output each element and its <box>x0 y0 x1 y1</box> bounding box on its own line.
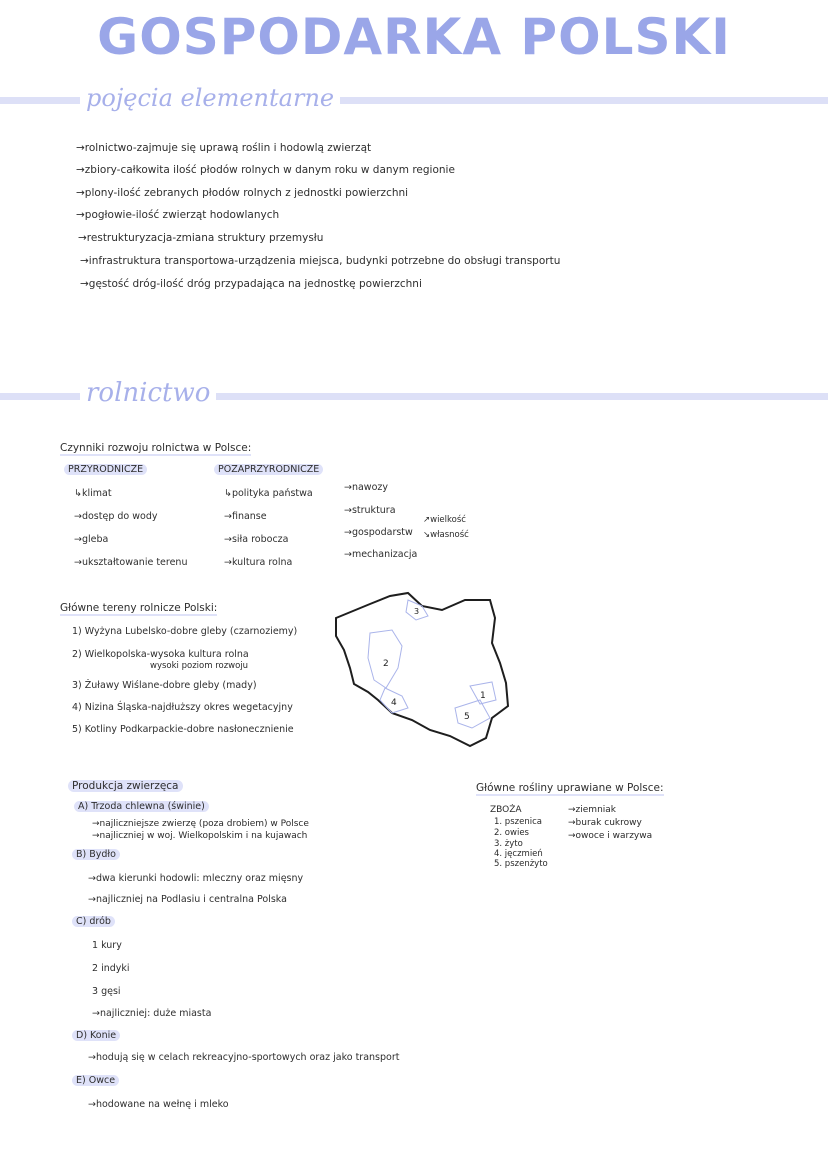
list-item: →infrastruktura transportowa-urządzenia miejsca, budynki potrzebne do obsługi transportu <box>80 255 561 267</box>
regions-heading: Główne tereny rolnicze Polski: <box>60 602 218 614</box>
list-item: →kultura rolna <box>224 557 293 568</box>
list-item: →nawozy <box>344 482 388 493</box>
animals-b-heading: B) Bydło <box>72 849 120 860</box>
map-label-5: 5 <box>464 712 470 722</box>
list-item: →ukształtowanie terenu <box>74 557 188 568</box>
page-title: GOSPODARKA POLSKI <box>97 8 731 66</box>
list-item: →rolnictwo-zajmuje się uprawą roślin i hodowlą zwierząt <box>76 142 372 154</box>
list-item: 4) Nizina Śląska-najdłuższy okres wegetacyjny <box>72 702 293 713</box>
list-item: ↳polityka państwa <box>224 488 313 499</box>
list-item: →zbiory-całkowita ilość płodów rolnych w danym roku w danym regionie <box>76 164 455 176</box>
list-item: →finanse <box>224 511 267 522</box>
list-item: →dostęp do wody <box>74 511 158 522</box>
map-label-3: 3 <box>414 607 420 616</box>
list-item: 4. jęczmień <box>494 849 543 859</box>
natural-heading: PRZYRODNICZE <box>64 464 147 475</box>
animals-e-heading: E) Owce <box>72 1075 119 1086</box>
list-item: 1 kury <box>92 940 122 951</box>
list-item: →gleba <box>74 534 109 545</box>
list-item: →siła robocza <box>224 534 289 545</box>
list-item: ↗wielkość <box>423 515 466 525</box>
list-item: →mechanizacja <box>344 549 418 560</box>
animals-heading: Produkcja zwierzęca <box>68 780 183 792</box>
list-item: 5) Kotliny Podkarpackie-dobre nasłonecznienie <box>72 724 294 735</box>
poland-outline <box>336 593 508 746</box>
list-item: →gospodarstw <box>344 527 413 538</box>
list-item: →hodowane na wełnę i mleko <box>88 1099 229 1110</box>
list-item: →hodują się w celach rekreacyjno-sportowych oraz jako transport <box>88 1052 400 1063</box>
animals-a-heading: A) Trzoda chlewna (świnie) <box>74 801 209 812</box>
list-item: →burak cukrowy <box>568 818 642 828</box>
list-item: →najliczniej: duże miasta <box>92 1008 212 1019</box>
map-label-1: 1 <box>480 691 486 701</box>
list-item: →ziemniak <box>568 805 617 815</box>
section-title-agriculture: rolnictwo <box>80 378 216 408</box>
list-item: ↳klimat <box>74 488 112 499</box>
map-label-4: 4 <box>391 698 397 708</box>
list-item: 2. owies <box>494 828 529 838</box>
list-item: →najliczniejsze zwierzę (poza drobiem) w Polsce <box>92 819 309 829</box>
section-title-concepts: pojęcia elementarne <box>80 84 340 112</box>
list-item: 1. pszenica <box>494 817 542 827</box>
list-item: →plony-ilość zebranych płodów rolnych z jednostki powierzchni <box>76 187 409 199</box>
list-item: →pogłowie-ilość zwierząt hodowlanych <box>76 209 280 221</box>
list-item: →dwa kierunki hodowli: mleczny oraz mięsny <box>88 873 304 884</box>
list-item: 2) Wielkopolska-wysoka kultura rolna <box>72 649 249 660</box>
list-item: →restrukturyzacja-zmiana struktury przemysłu <box>78 232 324 244</box>
poland-map <box>330 588 515 753</box>
list-item: 3 gęsi <box>92 986 121 997</box>
list-item: wysoki poziom rozwoju <box>150 661 249 671</box>
list-item: 3) Żuławy Wiślane-dobre gleby (mady) <box>72 680 257 691</box>
factors-heading: Czynniki rozwoju rolnictwa w Polsce: <box>60 442 252 454</box>
list-item: 1) Wyżyna Lubelsko-dobre gleby (czarnoziemy) <box>72 626 298 637</box>
list-item: →gęstość dróg-ilość dróg przypadająca na jednostkę powierzchni <box>80 278 422 290</box>
list-item: 2 indyki <box>92 963 130 974</box>
map-label-2: 2 <box>383 659 389 669</box>
crops-heading: Główne rośliny uprawiane w Polsce: <box>476 782 664 794</box>
list-item: 3. żyto <box>494 839 523 849</box>
animals-c-heading: C) drób <box>72 916 115 927</box>
nonnatural-heading: POZAPRZYRODNICZE <box>214 464 323 475</box>
list-item: →struktura <box>344 505 396 516</box>
cereals-heading: ZBOŻA <box>490 805 522 815</box>
list-item: →najliczniej na Podlasiu i centralna Polska <box>88 894 287 905</box>
list-item: 5. pszenżyto <box>494 859 548 869</box>
list-item: ↘własność <box>423 530 469 540</box>
list-item: →najliczniej w woj. Wielkopolskim i na kujawach <box>92 831 308 841</box>
list-item: →owoce i warzywa <box>568 831 653 841</box>
animals-d-heading: D) Konie <box>72 1030 120 1041</box>
